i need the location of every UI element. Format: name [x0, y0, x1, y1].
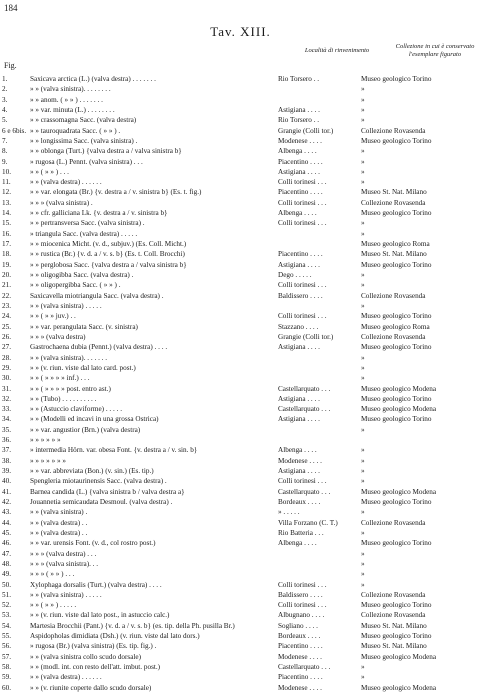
locality-cell: Astigiana . . . .: [278, 343, 320, 352]
collection-cell: Museo geologico Torino: [361, 601, 432, 610]
species-description: Xylophaga dorsalis (Turt.) (valva destra) . . . .: [30, 580, 162, 589]
collection-cell: »: [361, 281, 365, 290]
locality-cell: Piacentino . . . .: [278, 188, 323, 197]
species-description: » » (Astuccio claviforme) . . . . .: [30, 405, 123, 414]
fig-number: 36.: [2, 436, 11, 445]
fig-number: 47.: [2, 549, 11, 558]
locality-cell: Albenga . . . .: [278, 147, 317, 156]
list-item: [0, 127, 481, 136]
species-description: » » tauroquadrata Sacc. ( » » ) .: [30, 126, 121, 135]
collection-cell: Collezione Rovasenda: [361, 198, 426, 207]
collection-cell: »: [361, 467, 365, 476]
list-item: [0, 591, 481, 600]
list-item: [0, 106, 481, 115]
species-description: » » » (valva sinistra) .: [30, 198, 93, 207]
fig-number: 7.: [2, 136, 8, 145]
collection-cell: Collezione Rovasenda: [361, 590, 426, 599]
collection-cell: »: [361, 353, 365, 362]
species-description: » » (valva sinistra) .: [30, 508, 88, 517]
collection-cell: »: [361, 477, 365, 486]
collection-cell: Museo geologico Torino: [361, 75, 432, 83]
species-description: » » (Modelli ed incavi in una grossa Ostrica): [30, 415, 159, 424]
species-description: » » var. angustior (Brn.) (valva destra): [30, 425, 141, 434]
fig-number: 22.: [2, 291, 11, 300]
locality-cell: Piacentino . . . .: [278, 157, 323, 166]
fig-number: 2.: [2, 85, 8, 94]
list-item: [0, 457, 481, 466]
collection-cell: »: [361, 508, 365, 517]
fig-number: 43.: [2, 508, 11, 517]
species-description: » » ( » » ) . . . . .: [30, 601, 77, 610]
collection-cell: Museo geologico Torino: [361, 632, 432, 641]
locality-cell: Rio Torsero . .: [278, 116, 320, 125]
locality-cell: Castellarquato . . .: [278, 487, 331, 496]
fig-number: 12.: [2, 188, 11, 197]
locality-cell: Baldissero . . . .: [278, 291, 323, 300]
locality-header: Località di rinvenimento: [304, 47, 370, 54]
locality-cell: Modenese . . . .: [278, 652, 322, 661]
fig-number: 54.: [2, 621, 11, 630]
list-item: [0, 426, 481, 435]
species-description: » » ( » » ) . . .: [30, 167, 69, 176]
fig-number: 4.: [2, 105, 8, 114]
list-item: [0, 281, 481, 290]
list-item: [0, 323, 481, 332]
locality-cell: Rio Torsero . .: [278, 75, 320, 83]
collection-cell: Museo geologico Torino: [361, 312, 432, 321]
collection-cell: »: [361, 549, 365, 558]
fig-number: 10.: [2, 167, 11, 176]
fig-number: 41.: [2, 487, 11, 496]
fig-number: 45.: [2, 528, 11, 537]
fig-number: 26.: [2, 332, 11, 341]
fig-number: 16.: [2, 229, 11, 238]
collection-cell: Museo geologico Torino: [361, 497, 432, 506]
species-description: Barnea candida (L.) {valva sinistra b / valva destra a}: [30, 487, 185, 496]
species-description: » » » (valva destra): [30, 332, 86, 341]
list-item: [0, 385, 481, 394]
list-item: [0, 75, 481, 84]
species-description: » » ( » » » » post. entro ast.): [30, 384, 111, 393]
locality-cell: Piacentino . . . .: [278, 673, 323, 682]
list-item: [0, 436, 481, 445]
fig-number: 52.: [2, 601, 11, 610]
collection-cell: Collezione Rovasenda: [361, 611, 426, 620]
collection-cell: Museo St. Nat. Milano: [361, 621, 427, 630]
list-item: [0, 395, 481, 404]
list-item: [0, 312, 481, 321]
collection-cell: »: [361, 95, 365, 104]
fig-number: 23.: [2, 301, 11, 310]
collection-cell: »: [361, 105, 365, 114]
list-item: [0, 209, 481, 218]
locality-cell: Colli torinesi . . .: [278, 178, 327, 187]
list-item: [0, 529, 481, 538]
fig-number: 33.: [2, 405, 11, 414]
species-description: » » var. abbreviata (Bon.) (v. sin.) (Es. tip.): [30, 467, 154, 476]
locality-cell: Astigiana . . . .: [278, 105, 320, 114]
list-item: [0, 560, 481, 569]
fig-number: 13.: [2, 198, 11, 207]
species-description: » » » » » » »: [30, 456, 66, 465]
species-description: » » (valva destra) . .: [30, 518, 88, 527]
species-description: » » cfr. galliciana Lk. {v. destra a / v. sinistra b}: [30, 209, 168, 218]
collection-cell: »: [361, 663, 365, 672]
list-item: [0, 653, 481, 662]
list-item: [0, 302, 481, 311]
species-description: » » ( » » juv.) . .: [30, 312, 76, 321]
species-description: » » pertransversa Sacc. (valva sinistra) .: [30, 219, 145, 228]
collection-cell: »: [361, 271, 365, 280]
list-item: [0, 158, 481, 167]
fig-number: 50.: [2, 580, 11, 589]
list-item: [0, 632, 481, 641]
fig-number: 5.: [2, 116, 8, 125]
fig-number: 9.: [2, 157, 8, 166]
fig-number: 11.: [2, 178, 11, 187]
list-item: [0, 374, 481, 383]
species-description: » » » » » »: [30, 436, 61, 445]
list-item: [0, 250, 481, 259]
species-description: » » oblonga (Turt.) {valva destra a / valva sinistra b}: [30, 147, 182, 156]
fig-number: 48.: [2, 559, 11, 568]
fig-number: 24.: [2, 312, 11, 321]
locality-cell: Albenga . . . .: [278, 446, 317, 455]
species-description: » » var. minuta (L.) . . . . . . . .: [30, 105, 115, 114]
list-item: [0, 581, 481, 590]
species-description: » » » ( » » ) . . .: [30, 570, 75, 579]
list-item: [0, 550, 481, 559]
collection-cell: Museo geologico Torino: [361, 415, 432, 424]
fig-number: 28.: [2, 353, 11, 362]
list-item: [0, 199, 481, 208]
collection-cell: Collezione Rovasenda: [361, 518, 426, 527]
list-item: [0, 364, 481, 373]
fig-number: 18.: [2, 250, 11, 259]
collection-cell: »: [361, 425, 365, 434]
species-description: » rugosa (Br.) (valva sinistra) (Es. tip. fig.) .: [30, 642, 157, 651]
species-description: » » anom. ( » » ) . . . . . . .: [30, 95, 103, 104]
collection-cell: Museo St. Nat. Milano: [361, 250, 427, 259]
locality-cell: Castellarquato . . .: [278, 405, 331, 414]
list-item: [0, 642, 481, 651]
list-item: [0, 611, 481, 620]
collection-cell: »: [361, 580, 365, 589]
locality-cell: Grangie (Colli tor.): [278, 126, 334, 135]
locality-cell: Castellarquato . . .: [278, 384, 331, 393]
collection-cell: »: [361, 85, 365, 94]
species-description: Gastrochaena dubia (Pennt.) (valva destra) . . . .: [30, 343, 168, 352]
list-item: [0, 405, 481, 414]
species-description: Spengleria miotaurinensis Sacc. (valva destra) .: [30, 477, 167, 486]
collection-cell: »: [361, 456, 365, 465]
collection-cell: »: [361, 528, 365, 537]
list-item: [0, 116, 481, 125]
page-number: 184: [4, 3, 18, 13]
fig-number: 34.: [2, 415, 11, 424]
locality-cell: Colli torinesi . . .: [278, 281, 327, 290]
locality-cell: Sogliano . . . .: [278, 621, 318, 630]
list-item: [0, 467, 481, 476]
fig-number: 46.: [2, 539, 11, 548]
list-item: [0, 539, 481, 548]
list-item: [0, 333, 481, 342]
fig-number: 35.: [2, 425, 11, 434]
fig-number: 57.: [2, 652, 11, 661]
species-description: » » (valva destra) . . . . . .: [30, 673, 102, 682]
fig-number: 21.: [2, 281, 11, 290]
list-item: [0, 488, 481, 497]
list-item: [0, 498, 481, 507]
species-description: » » (valva destra) . .: [30, 528, 88, 537]
species-description: » » (Tubo) . . . . . . . . . .: [30, 394, 97, 403]
locality-cell: Albenga . . . .: [278, 209, 317, 218]
species-description: Saxicavella miotriangula Sacc. (valva destra) .: [30, 291, 164, 300]
collection-cell: Museo geologico Torino: [361, 539, 432, 548]
list-item: [0, 188, 481, 197]
fig-header: Fig.: [4, 61, 17, 70]
fig-number: 29.: [2, 363, 11, 372]
species-description: » » (valva sinistra). . . . . . . .: [30, 85, 111, 94]
collection-cell: »: [361, 167, 365, 176]
collection-cell: Museo geologico Modena: [361, 487, 437, 496]
species-description: » » var. urensis Font. (v. d., col rostro post.): [30, 539, 156, 548]
species-description: » » (valva sinistra). . . . . . .: [30, 353, 108, 362]
list-item: [0, 508, 481, 517]
fig-number: 55.: [2, 632, 11, 641]
locality-cell: Castellarquato . . .: [278, 663, 331, 672]
list-item: [0, 601, 481, 610]
fig-number: 27.: [2, 343, 11, 352]
locality-cell: Colli torinesi . . .: [278, 198, 327, 207]
collection-cell: »: [361, 673, 365, 682]
collection-cell: Museo geologico Modena: [361, 384, 437, 393]
list-item: [0, 343, 481, 352]
collection-cell: Museo geologico Torino: [361, 394, 432, 403]
locality-cell: Colli torinesi . . .: [278, 601, 327, 610]
species-description: » rugosa (L.) Pennt. (valva sinistra) . . .: [30, 157, 143, 166]
species-description: » intermedia Hörn. var. obesa Font. {v. destra a / v. sin. b}: [30, 446, 198, 455]
locality-cell: Bordeaux . . . .: [278, 497, 321, 506]
species-description: » » (v. riun. viste dal lato post., in astuccio calc.): [30, 611, 170, 620]
locality-cell: Piacentino . . . .: [278, 250, 323, 259]
collection-cell: »: [361, 363, 365, 372]
fig-number: 56.: [2, 642, 11, 651]
species-description: » » perglobosa Sacc. {valva destra a / valva sinistra b}: [30, 260, 187, 269]
collection-cell: Collezione Rovasenda: [361, 291, 426, 300]
species-description: » » (valva sinistra) . . . . .: [30, 590, 102, 599]
species-description: Saxicava arctica (L.) (valva destra) . . . . . . .: [30, 75, 156, 83]
collection-cell: »: [361, 229, 365, 238]
collection-cell: »: [361, 446, 365, 455]
species-description: » » longissima Sacc. (valva sinistra) .: [30, 136, 138, 145]
locality-cell: Baldissero . . . .: [278, 590, 323, 599]
species-description: » » (valva destra) . . . . . .: [30, 178, 102, 187]
collection-cell: »: [361, 147, 365, 156]
list-item: [0, 570, 481, 579]
collection-cell: Museo geologico Modena: [361, 652, 437, 661]
collection-cell: Museo St. Nat. Milano: [361, 642, 427, 651]
locality-cell: Colli torinesi . . .: [278, 219, 327, 228]
fig-number: 44.: [2, 518, 11, 527]
collection-cell: Collezione Rovasenda: [361, 126, 426, 135]
locality-cell: Colli torinesi . . .: [278, 580, 327, 589]
collection-cell: Museo geologico Torino: [361, 260, 432, 269]
locality-cell: Astigiana . . . .: [278, 260, 320, 269]
list-item: [0, 147, 481, 156]
species-description: » » var. elongata (Br.) {v. destra a / v. sinistra b} (Es. t. fig.): [30, 188, 202, 197]
collection-cell: »: [361, 559, 365, 568]
species-description: » » (v. riunite coperte dallo scudo dorsale): [30, 683, 152, 692]
collection-cell: Museo St. Nat. Milano: [361, 188, 427, 197]
locality-cell: Rio Batteria . . .: [278, 528, 324, 537]
collection-cell: Museo geologico Torino: [361, 343, 432, 352]
locality-cell: Grangie (Colli tor.): [278, 332, 334, 341]
locality-cell: Albenga . . . .: [278, 539, 317, 548]
list-item: [0, 663, 481, 672]
fig-number: 25.: [2, 322, 11, 331]
species-description: » » (valva sinistra collo scudo dorsale): [30, 652, 141, 661]
list-item: [0, 219, 481, 228]
locality-cell: » . . . . .: [278, 508, 300, 517]
fig-number: 17.: [2, 240, 11, 249]
fig-number: 32.: [2, 394, 11, 403]
locality-cell: Astigiana . . . .: [278, 467, 320, 476]
locality-cell: Bordeaux . . . .: [278, 632, 321, 641]
collection-cell: »: [361, 219, 365, 228]
locality-cell: Astigiana . . . .: [278, 394, 320, 403]
collection-header: Collezione in cui è conservato l'esemplare figurato: [395, 43, 475, 58]
locality-cell: Villa Forzano (C. T.): [278, 518, 338, 527]
list-item: [0, 415, 481, 424]
species-description: Martesia Brocchii (Pant.) {v. d. a / v. s. b} (es. tip. della Ph. pusilla Br.): [30, 621, 235, 630]
list-item: [0, 354, 481, 363]
locality-cell: Modenese . . . .: [278, 136, 322, 145]
list-item: [0, 271, 481, 280]
locality-cell: Stazzano . . . .: [278, 322, 319, 331]
collection-cell: Museo geologico Torino: [361, 209, 432, 218]
list-item: [0, 261, 481, 270]
fig-number: 49.: [2, 570, 11, 579]
collection-cell: »: [361, 116, 365, 125]
list-item: [0, 168, 481, 177]
fig-number: 59.: [2, 673, 11, 682]
collection-cell: Museo geologico Torino: [361, 136, 432, 145]
species-description: » » (v. riun. viste dal lato card. post.): [30, 363, 136, 372]
collection-cell: »: [361, 374, 365, 383]
list-item: [0, 85, 481, 94]
fig-number: 51.: [2, 590, 11, 599]
collection-cell: »: [361, 301, 365, 310]
species-description: » » rustica (Br.) {v. d. a / v. s. b} (Es. t. Coll. Brocchi): [30, 250, 185, 259]
species-description: » triangula Sacc. (valva destra) . . . . .: [30, 229, 138, 238]
collection-cell: »: [361, 570, 365, 579]
species-description: » » oligopergibba Sacc. ( » » ) .: [30, 281, 121, 290]
species-description: Jouannetia semicaudata Desmoul. (valva destra) .: [30, 497, 173, 506]
plate-title: Tav. XIII.: [210, 24, 271, 39]
fig-number: 15.: [2, 219, 11, 228]
species-description: » » (valva sinistra) . . . . .: [30, 301, 102, 310]
species-description: » » crassomagna Sacc. (valva destra): [30, 116, 137, 125]
collection-cell: Museo geologico Roma: [361, 240, 430, 249]
species-description: » » miocenica Micht. (v. d., subjuv.) (Es. Coll. Micht.): [30, 240, 187, 249]
species-description: » » oligogibba Sacc. (valva destra) .: [30, 271, 134, 280]
list-item: [0, 96, 481, 105]
collection-cell: »: [361, 157, 365, 166]
fig-number: 19.: [2, 260, 11, 269]
list-item: [0, 446, 481, 455]
list-item: [0, 240, 481, 249]
locality-cell: Albugnano . . . .: [278, 611, 325, 620]
fig-number: 39.: [2, 467, 11, 476]
fig-number: 14.: [2, 209, 11, 218]
list-item: [0, 519, 481, 528]
list-item: [0, 622, 481, 631]
locality-cell: Colli torinesi . . .: [278, 477, 327, 486]
locality-cell: Colli torinesi . . .: [278, 312, 327, 321]
fig-number: 31.: [2, 384, 11, 393]
list-item: [0, 230, 481, 239]
fig-number: 1.: [2, 75, 8, 83]
list-item: [0, 178, 481, 187]
fig-number: 40.: [2, 477, 11, 486]
species-description: » » (modl. int. con resto dell'att. imbut. post.): [30, 663, 161, 672]
species-description: Aspidopholas dimidiata (Dsh.) (v. riun. viste dal lato dors.): [30, 632, 200, 641]
fig-number: 60.: [2, 683, 11, 692]
species-description: » » ( » » » » inf.) . . .: [30, 374, 90, 383]
fig-number: 37.: [2, 446, 11, 455]
locality-cell: Astigiana . . . .: [278, 415, 320, 424]
locality-cell: Astigiana . . . .: [278, 167, 320, 176]
list-item: [0, 477, 481, 486]
collection-cell: Museo geologico Modena: [361, 683, 437, 692]
list-item: [0, 292, 481, 301]
list-item: [0, 684, 481, 693]
locality-cell: Modenese . . . .: [278, 683, 322, 692]
locality-cell: Dego . . . . .: [278, 271, 312, 280]
locality-cell: Piacentino . . . .: [278, 642, 323, 651]
fig-number: 53.: [2, 611, 11, 620]
species-description: » » » (valva sinistra). . .: [30, 559, 99, 568]
collection-cell: Museo geologico Roma: [361, 322, 430, 331]
fig-number: 30.: [2, 374, 11, 383]
fig-number: 6 e 6bis.: [2, 126, 27, 135]
species-description: » » var. perangulata Sacc. (v. sinistra): [30, 322, 138, 331]
fig-number: 38.: [2, 456, 11, 465]
species-description: » » » (valva destra) . . .: [30, 549, 97, 558]
list-item: [0, 673, 481, 682]
fig-number: 3.: [2, 95, 8, 104]
collection-cell: »: [361, 178, 365, 187]
fig-number: 8.: [2, 147, 8, 156]
fig-number: 42.: [2, 497, 11, 506]
collection-cell: Collezione Rovasenda: [361, 332, 426, 341]
list-item: [0, 137, 481, 146]
collection-cell: Museo geologico Modena: [361, 405, 437, 414]
fig-number: 20.: [2, 271, 11, 280]
locality-cell: Modenese . . . .: [278, 456, 322, 465]
fig-number: 58.: [2, 663, 11, 672]
